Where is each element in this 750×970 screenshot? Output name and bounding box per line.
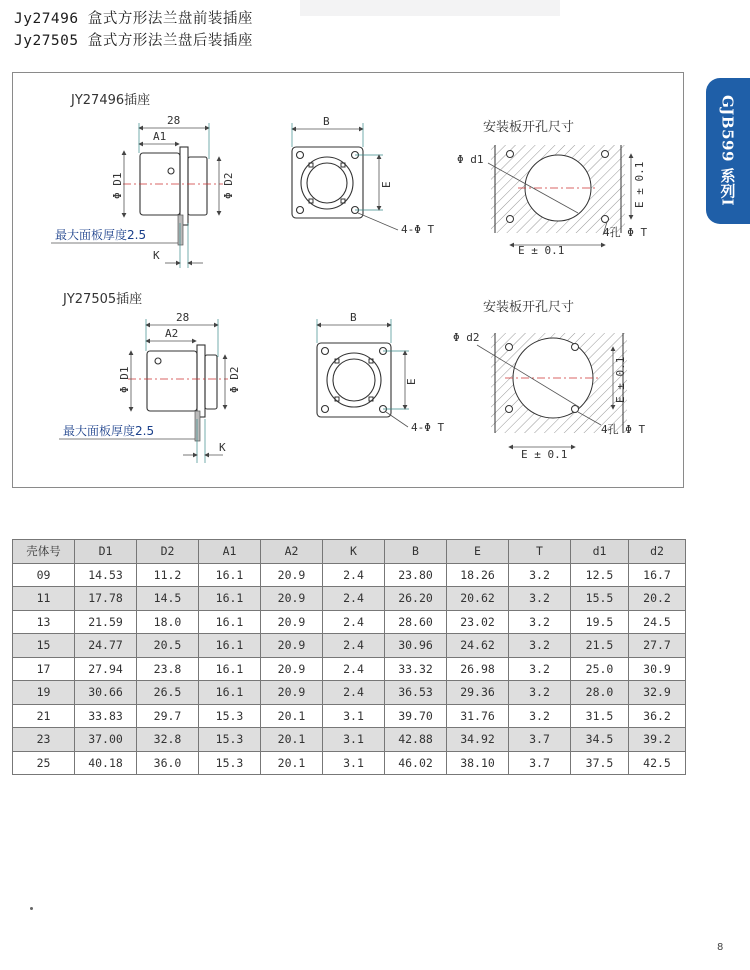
table-cell: 31.76: [447, 704, 509, 728]
table-header-cell: D1: [75, 540, 137, 564]
table-header-cell: D2: [137, 540, 199, 564]
bottom-cutout-e-v: E ± 0.1: [614, 356, 627, 403]
bottom-panel-note: 最大面板厚度2.5: [63, 424, 155, 438]
table-cell: 27.94: [75, 657, 137, 681]
bottom-hole-label: 4-Φ T: [411, 421, 445, 434]
table-cell: 3.2: [509, 563, 571, 587]
top-dim-d2: Φ D2: [222, 172, 235, 199]
table-cell: 27.7: [629, 634, 686, 658]
table-cell: 42.5: [629, 751, 686, 775]
table-cell: 24.5: [629, 610, 686, 634]
table-cell: 20.2: [629, 587, 686, 611]
dimension-table-wrap: [12, 539, 686, 775]
page-number: 8: [717, 942, 724, 953]
top-connector-title: JY27496插座: [71, 93, 151, 108]
table-cell: 16.1: [199, 634, 261, 658]
table-cell: 20.9: [261, 610, 323, 634]
table-cell: 20.62: [447, 587, 509, 611]
page-header: [14, 8, 253, 52]
table-cell: 29.36: [447, 681, 509, 705]
table-header-row: [13, 540, 686, 564]
table-cell: 20.9: [261, 634, 323, 658]
faded-header-print: [300, 0, 560, 16]
table-cell: 20.9: [261, 563, 323, 587]
top-cutout-e-v: E ± 0.1: [633, 161, 646, 208]
table-cell: 42.88: [385, 728, 447, 752]
bottom-dim-a2: A2: [165, 327, 179, 340]
table-cell: 30.96: [385, 634, 447, 658]
table-header-cell: 壳体号: [13, 540, 75, 564]
table-cell: 33.32: [385, 657, 447, 681]
table-header-cell: E: [447, 540, 509, 564]
bottom-side-view: [59, 311, 241, 463]
table-cell: 39.2: [629, 728, 686, 752]
table-cell: 46.02: [385, 751, 447, 775]
bottom-dim-d2: Φ D2: [228, 366, 241, 393]
table-cell: 2.4: [323, 634, 385, 658]
table-row: [13, 728, 686, 752]
print-speck: [30, 907, 33, 910]
table-cell: 20.1: [261, 751, 323, 775]
table-cell: 3.2: [509, 657, 571, 681]
table-cell: 3.2: [509, 634, 571, 658]
table-cell: 15.3: [199, 728, 261, 752]
table-cell: 18.0: [137, 610, 199, 634]
table-cell: 14.5: [137, 587, 199, 611]
table-header-cell: K: [323, 540, 385, 564]
table-cell: 16.1: [199, 657, 261, 681]
table-cell: 16.1: [199, 587, 261, 611]
table-cell: 15.3: [199, 704, 261, 728]
table-row: [13, 657, 686, 681]
top-dim-d1: Φ D1: [111, 172, 124, 199]
table-header-cell: B: [385, 540, 447, 564]
top-dim-e: E: [380, 181, 393, 188]
top-cutout-d: Φ d1: [457, 153, 484, 166]
table-cell: 19: [13, 681, 75, 705]
table-cell: 16.7: [629, 563, 686, 587]
table-cell: 3.1: [323, 704, 385, 728]
bottom-dim-28: 28: [176, 311, 190, 324]
bottom-connector-title: JY27505插座: [63, 292, 143, 307]
table-cell: 15.5: [571, 587, 629, 611]
table-row: [13, 587, 686, 611]
table-cell: 2.4: [323, 563, 385, 587]
table-row: [13, 563, 686, 587]
table-cell: 09: [13, 563, 75, 587]
table-cell: 17.78: [75, 587, 137, 611]
table-row: [13, 634, 686, 658]
top-dim-k: K: [153, 249, 160, 262]
table-cell: 20.1: [261, 728, 323, 752]
table-cell: 2.4: [323, 657, 385, 681]
top-dim-b: B: [323, 115, 330, 128]
table-row: [13, 704, 686, 728]
table-cell: 29.7: [137, 704, 199, 728]
table-cell: 11.2: [137, 563, 199, 587]
table-cell: 16.1: [199, 563, 261, 587]
top-dim-a1: A1: [153, 130, 167, 143]
top-side-view: [51, 114, 235, 268]
table-cell: 11: [13, 587, 75, 611]
table-cell: 37.5: [571, 751, 629, 775]
table-cell: 20.9: [261, 657, 323, 681]
bottom-cutout-holes: 4孔 Φ T: [601, 423, 646, 436]
table-cell: 23.8: [137, 657, 199, 681]
table-header-cell: A1: [199, 540, 261, 564]
table-cell: 3.1: [323, 751, 385, 775]
table-cell: 2.4: [323, 610, 385, 634]
table-row: [13, 610, 686, 634]
table-cell: 3.2: [509, 704, 571, 728]
table-header-cell: T: [509, 540, 571, 564]
table-cell: 3.2: [509, 587, 571, 611]
table-cell: 28.60: [385, 610, 447, 634]
table-cell: 15.3: [199, 751, 261, 775]
table-cell: 3.1: [323, 728, 385, 752]
drawing-panel: [12, 72, 684, 488]
bottom-front-view: [317, 311, 444, 434]
table-cell: 14.53: [75, 563, 137, 587]
table-cell: 26.20: [385, 587, 447, 611]
table-cell: 3.2: [509, 681, 571, 705]
table-cell: 26.5: [137, 681, 199, 705]
table-cell: 16.1: [199, 610, 261, 634]
table-cell: 24.62: [447, 634, 509, 658]
table-cell: 38.10: [447, 751, 509, 775]
table-cell: 25.0: [571, 657, 629, 681]
header-line-1: Jy27496 盒式方形法兰盘前装插座: [14, 11, 253, 27]
top-hole-label: 4-Φ T: [401, 223, 435, 236]
bottom-cutout-e-h: E ± 0.1: [521, 448, 568, 461]
bottom-dim-k: K: [219, 441, 226, 454]
top-dim-28: 28: [167, 114, 181, 127]
top-cutout-e-h: E ± 0.1: [518, 244, 565, 257]
bottom-dim-e: E: [405, 378, 418, 385]
table-cell: 2.4: [323, 587, 385, 611]
dimension-table: [12, 539, 686, 775]
table-cell: 13: [13, 610, 75, 634]
bottom-dim-d1: Φ D1: [118, 366, 131, 393]
table-cell: 21.59: [75, 610, 137, 634]
table-cell: 20.9: [261, 681, 323, 705]
technical-drawing: [13, 73, 683, 487]
top-front-view: [292, 115, 434, 236]
table-header-cell: A2: [261, 540, 323, 564]
table-cell: 37.00: [75, 728, 137, 752]
table-cell: 34.5: [571, 728, 629, 752]
bottom-cutout-d: Φ d2: [453, 331, 480, 344]
table-cell: 28.0: [571, 681, 629, 705]
table-cell: 21: [13, 704, 75, 728]
table-cell: 33.83: [75, 704, 137, 728]
table-cell: 18.26: [447, 563, 509, 587]
table-cell: 23: [13, 728, 75, 752]
table-cell: 12.5: [571, 563, 629, 587]
top-cutout-view: [457, 119, 647, 257]
table-cell: 25: [13, 751, 75, 775]
series-side-tab-label: GJB599 系列I: [718, 95, 737, 207]
table-cell: 36.0: [137, 751, 199, 775]
table-cell: 23.02: [447, 610, 509, 634]
table-cell: 20.9: [261, 587, 323, 611]
table-row: [13, 681, 686, 705]
table-cell: 20.5: [137, 634, 199, 658]
top-panel-note: 最大面板厚度2.5: [55, 228, 147, 242]
table-cell: 16.1: [199, 681, 261, 705]
table-cell: 2.4: [323, 681, 385, 705]
table-header-cell: d1: [571, 540, 629, 564]
table-cell: 17: [13, 657, 75, 681]
table-cell: 15: [13, 634, 75, 658]
table-cell: 20.1: [261, 704, 323, 728]
table-cell: 26.98: [447, 657, 509, 681]
bottom-dim-b: B: [350, 311, 357, 324]
table-cell: 21.5: [571, 634, 629, 658]
table-cell: 31.5: [571, 704, 629, 728]
table-cell: 3.7: [509, 728, 571, 752]
bottom-cutout-view: [453, 299, 645, 461]
table-row: [13, 751, 686, 775]
table-cell: 40.18: [75, 751, 137, 775]
table-cell: 30.66: [75, 681, 137, 705]
table-cell: 19.5: [571, 610, 629, 634]
table-header-cell: d2: [629, 540, 686, 564]
table-cell: 36.2: [629, 704, 686, 728]
table-cell: 3.2: [509, 610, 571, 634]
top-cutout-title: 安装板开孔尺寸: [483, 120, 575, 135]
header-line-2: Jy27505 盒式方形法兰盘后装插座: [14, 33, 253, 49]
table-cell: 39.70: [385, 704, 447, 728]
table-cell: 36.53: [385, 681, 447, 705]
series-side-tab: [706, 78, 750, 224]
table-cell: 3.7: [509, 751, 571, 775]
table-cell: 30.9: [629, 657, 686, 681]
table-cell: 23.80: [385, 563, 447, 587]
table-cell: 32.8: [137, 728, 199, 752]
top-cutout-holes: 4孔 Φ T: [603, 226, 648, 239]
bottom-cutout-title: 安装板开孔尺寸: [483, 300, 575, 315]
table-cell: 32.9: [629, 681, 686, 705]
table-cell: 24.77: [75, 634, 137, 658]
table-cell: 34.92: [447, 728, 509, 752]
